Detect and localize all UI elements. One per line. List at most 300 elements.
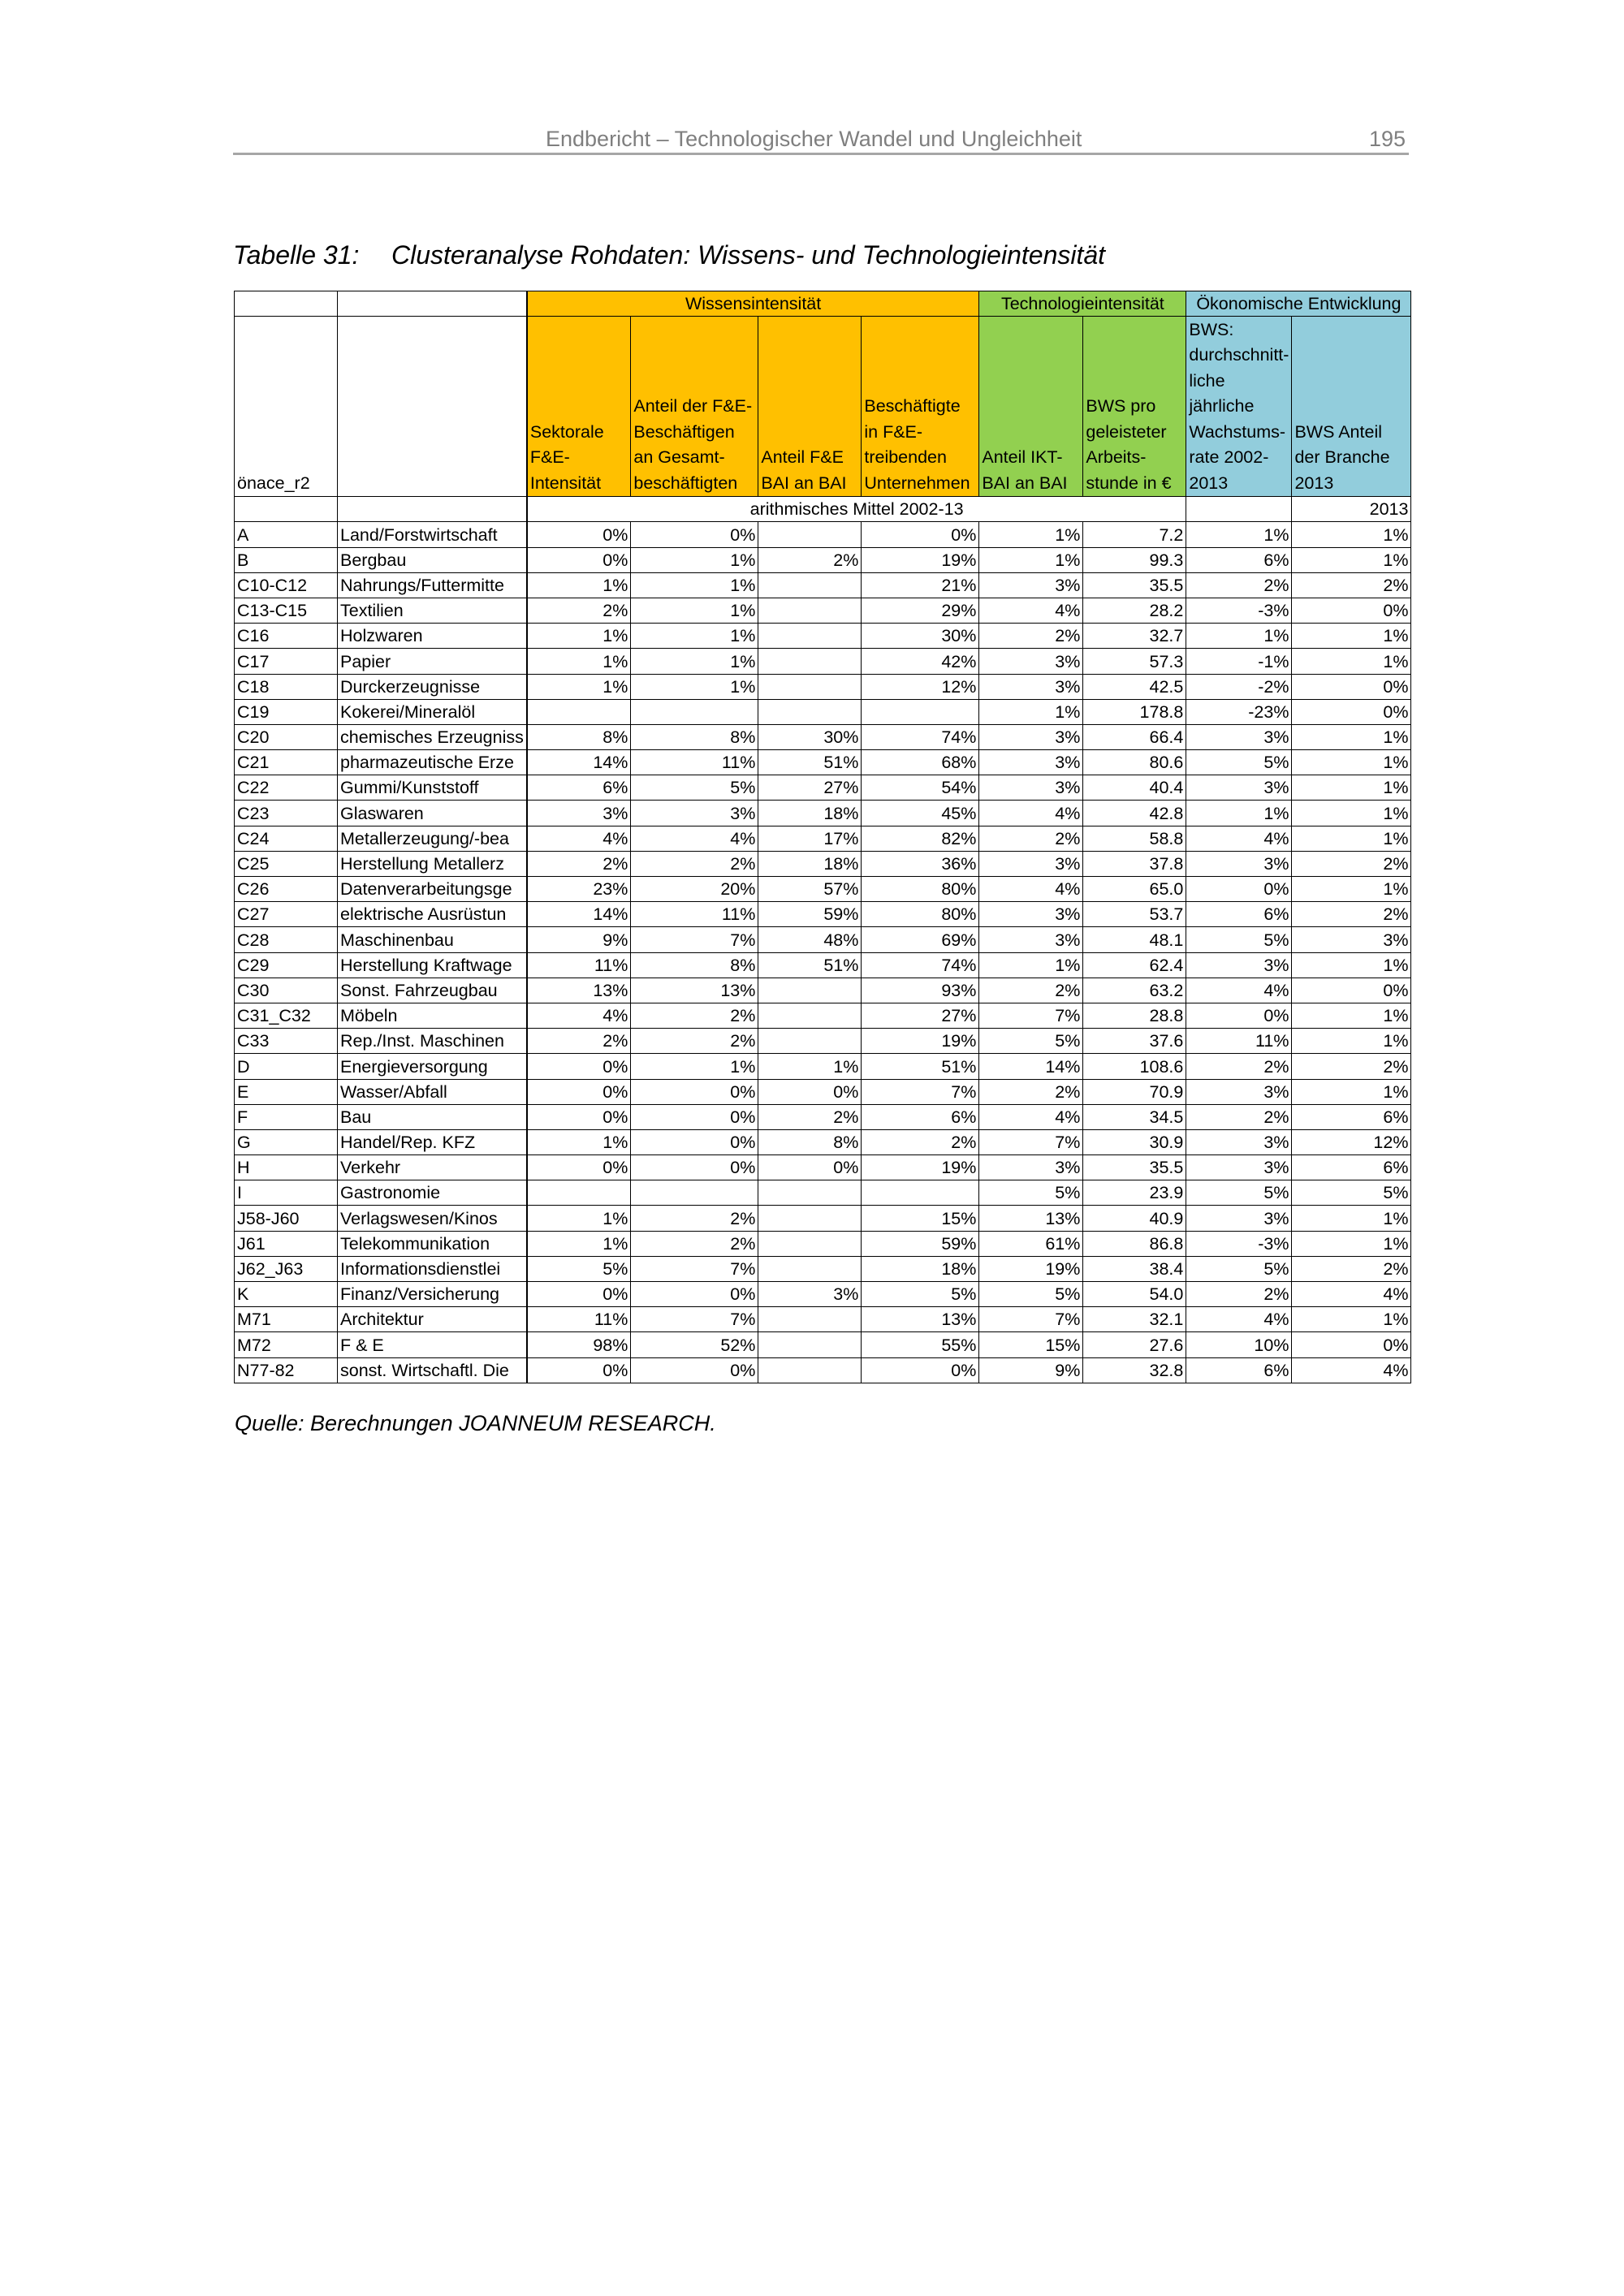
value-cell: [527, 1180, 631, 1206]
sector-name: Architektur: [338, 1307, 527, 1332]
table-row: [235, 877, 1411, 902]
value-cell: 37.6: [1083, 1029, 1186, 1054]
value-cell: [758, 522, 862, 547]
value-cell: 1%: [979, 522, 1083, 547]
value-cell: 2%: [979, 826, 1083, 851]
header-line: der Branche: [1294, 447, 1390, 468]
sector-code: C30: [235, 978, 338, 1003]
value-cell: 6%: [1186, 1357, 1292, 1383]
value-cell: [527, 699, 631, 724]
value-cell: 2%: [862, 1129, 979, 1154]
sector-code: C20: [235, 724, 338, 749]
sector-code: N77-82: [235, 1357, 338, 1383]
sector-name: Herstellung Metallerz: [338, 851, 527, 876]
header-line: rate 2002-: [1189, 447, 1269, 468]
value-cell: [758, 1003, 862, 1028]
sector-name: Land/Forstwirtschaft: [338, 522, 527, 547]
value-cell: 0%: [631, 522, 758, 547]
sector-name: Handel/Rep. KFZ: [338, 1129, 527, 1154]
sector-code: I: [235, 1180, 338, 1206]
sector-code: F: [235, 1104, 338, 1129]
value-cell: 7%: [631, 1256, 758, 1281]
sector-code: C33: [235, 1029, 338, 1054]
value-cell: 7%: [631, 1307, 758, 1332]
value-cell: 1%: [758, 1054, 862, 1079]
value-cell: 1%: [1186, 801, 1292, 826]
sector-name: Verkehr: [338, 1155, 527, 1180]
sector-name: Gummi/Kunststoff: [338, 775, 527, 801]
value-cell: 1%: [527, 572, 631, 598]
value-cell: [758, 572, 862, 598]
value-cell: 69%: [862, 927, 979, 952]
header-line: BWS:: [1189, 319, 1234, 339]
value-cell: 0%: [527, 1079, 631, 1104]
value-cell: 23%: [527, 877, 631, 902]
table-row: [235, 649, 1411, 674]
value-cell: 48.1: [1083, 927, 1186, 952]
sector-code: C31_C32: [235, 1003, 338, 1028]
sector-code: J62_J63: [235, 1256, 338, 1281]
value-cell: 27.6: [1083, 1332, 1186, 1357]
value-cell: 1%: [1292, 547, 1411, 572]
header-line: BAI an BAI: [761, 473, 847, 493]
value-cell: [758, 1231, 862, 1256]
value-cell: 40.9: [1083, 1206, 1186, 1231]
value-cell: 5%: [1292, 1180, 1411, 1206]
header-line: Sektorale: [529, 421, 604, 442]
value-cell: 10%: [1186, 1332, 1292, 1357]
sector-code: D: [235, 1054, 338, 1079]
value-cell: [758, 1029, 862, 1054]
table-row: [235, 1079, 1411, 1104]
header-title: Endbericht – Technologischer Wandel und Ungleichheit: [546, 127, 1082, 151]
value-cell: 1%: [1186, 624, 1292, 649]
header-line: Intensität: [529, 473, 602, 493]
sector-name: Holzwaren: [338, 624, 527, 649]
value-cell: 5%: [527, 1256, 631, 1281]
value-cell: 1%: [527, 674, 631, 699]
value-cell: 4%: [527, 1003, 631, 1028]
header-line: BWS pro: [1086, 396, 1156, 416]
sector-code: C16: [235, 624, 338, 649]
sector-name: Gastronomie: [338, 1180, 527, 1206]
sector-name: Metallerzeugung/-bea: [338, 826, 527, 851]
column-header-row: [235, 317, 1411, 497]
header-line: Beschäftigte: [864, 396, 961, 416]
group-oekon: Ökonomische Entwicklung: [1186, 291, 1411, 317]
value-cell: 3%: [527, 801, 631, 826]
value-cell: 3%: [1186, 724, 1292, 749]
caption-text: Clusteranalyse Rohdaten: Wissens- und Technologieintensität: [391, 240, 1106, 270]
table-row: [235, 724, 1411, 749]
value-cell: 5%: [1186, 1256, 1292, 1281]
table-row: [235, 522, 1411, 547]
value-cell: 8%: [631, 952, 758, 978]
value-cell: 13%: [862, 1307, 979, 1332]
value-cell: 1%: [631, 674, 758, 699]
page-number: 195: [1368, 127, 1406, 151]
sector-name: Maschinenbau: [338, 927, 527, 952]
header-line: Arbeits-: [1086, 447, 1147, 468]
mean-label-row: [235, 497, 1411, 522]
table-row: [235, 1003, 1411, 1028]
value-cell: 19%: [979, 1256, 1083, 1281]
value-cell: 3%: [1186, 851, 1292, 876]
col-header-sektorale: [527, 317, 631, 497]
value-cell: 29%: [862, 598, 979, 623]
value-cell: 58.8: [1083, 826, 1186, 851]
sector-name: Glaswaren: [338, 801, 527, 826]
value-cell: 18%: [862, 1256, 979, 1281]
value-cell: 0%: [758, 1155, 862, 1180]
value-cell: 6%: [1186, 902, 1292, 927]
cluster-data-table: [234, 291, 1411, 1383]
value-cell: 1%: [1292, 1029, 1411, 1054]
table-row: [235, 547, 1411, 572]
value-cell: 7%: [979, 1307, 1083, 1332]
group-header-row: [235, 291, 1411, 317]
value-cell: 0%: [862, 1357, 979, 1383]
value-cell: 3%: [1186, 1155, 1292, 1180]
value-cell: 1%: [1292, 522, 1411, 547]
value-cell: 2%: [1292, 572, 1411, 598]
sector-code: C10-C12: [235, 572, 338, 598]
value-cell: 1%: [1292, 952, 1411, 978]
value-cell: 2%: [527, 598, 631, 623]
sector-code: C17: [235, 649, 338, 674]
value-cell: 0%: [631, 1079, 758, 1104]
value-cell: 52%: [631, 1332, 758, 1357]
value-cell: 59%: [758, 902, 862, 927]
sector-code: C28: [235, 927, 338, 952]
value-cell: 0%: [527, 1282, 631, 1307]
sector-code: J58-J60: [235, 1206, 338, 1231]
sector-name: Textilien: [338, 598, 527, 623]
value-cell: 0%: [631, 1155, 758, 1180]
value-cell: 45%: [862, 801, 979, 826]
value-cell: 0%: [862, 522, 979, 547]
sector-code: M71: [235, 1307, 338, 1332]
value-cell: 61%: [979, 1231, 1083, 1256]
value-cell: 1%: [631, 624, 758, 649]
value-cell: 80%: [862, 877, 979, 902]
sector-name: F & E: [338, 1332, 527, 1357]
value-cell: 0%: [631, 1282, 758, 1307]
value-cell: 2%: [527, 851, 631, 876]
value-cell: 2%: [1186, 572, 1292, 598]
value-cell: 5%: [1186, 1180, 1292, 1206]
value-cell: 1%: [1292, 1206, 1411, 1231]
table-row: [235, 1357, 1411, 1383]
value-cell: 0%: [1292, 598, 1411, 623]
value-cell: 28.2: [1083, 598, 1186, 623]
value-cell: 1%: [631, 649, 758, 674]
value-cell: 5%: [1186, 750, 1292, 775]
value-cell: 80%: [862, 902, 979, 927]
header-line: in F&E-: [864, 421, 923, 442]
value-cell: 4%: [1292, 1357, 1411, 1383]
value-cell: 1%: [979, 547, 1083, 572]
value-cell: 0%: [527, 547, 631, 572]
header-line: Wachstums-: [1189, 421, 1286, 442]
value-cell: 19%: [862, 547, 979, 572]
value-cell: 7%: [979, 1129, 1083, 1154]
value-cell: 32.1: [1083, 1307, 1186, 1332]
value-cell: 1%: [1292, 877, 1411, 902]
value-cell: 11%: [527, 952, 631, 978]
table-row: [235, 927, 1411, 952]
value-cell: 2%: [1186, 1054, 1292, 1079]
value-cell: 7%: [862, 1079, 979, 1104]
value-cell: 1%: [1292, 1003, 1411, 1028]
value-cell: 59%: [862, 1231, 979, 1256]
table-row: [235, 1104, 1411, 1129]
header-line: 2013: [1294, 473, 1334, 493]
sector-name: chemisches Erzeugniss: [338, 724, 527, 749]
value-cell: [862, 1180, 979, 1206]
value-cell: [758, 1332, 862, 1357]
value-cell: 15%: [979, 1332, 1083, 1357]
value-cell: 2%: [979, 624, 1083, 649]
value-cell: 3%: [979, 572, 1083, 598]
table-row: [235, 952, 1411, 978]
value-cell: 18%: [758, 851, 862, 876]
header-line: Beschäftigen: [633, 421, 735, 442]
sector-name: Bau: [338, 1104, 527, 1129]
value-cell: 6%: [862, 1104, 979, 1129]
value-cell: 1%: [1186, 522, 1292, 547]
sector-name: Energieversorgung: [338, 1054, 527, 1079]
value-cell: 32.7: [1083, 624, 1186, 649]
value-cell: 6%: [527, 775, 631, 801]
value-cell: 48%: [758, 927, 862, 952]
value-cell: 18%: [758, 801, 862, 826]
header-line: durchschnitt-: [1189, 345, 1289, 365]
value-cell: 1%: [1292, 1079, 1411, 1104]
value-cell: [862, 699, 979, 724]
value-cell: 51%: [758, 750, 862, 775]
value-cell: 4%: [1186, 1307, 1292, 1332]
sector-name: Durckerzeugnisse: [338, 674, 527, 699]
col-header-name: [338, 317, 527, 497]
value-cell: 11%: [527, 1307, 631, 1332]
sector-name: sonst. Wirtschaftl. Die: [338, 1357, 527, 1383]
col-header-bws-wachstum: [1186, 317, 1292, 497]
value-cell: 62.4: [1083, 952, 1186, 978]
value-cell: 30%: [862, 624, 979, 649]
value-cell: 4%: [979, 801, 1083, 826]
header-line: stunde in €: [1086, 473, 1172, 493]
sector-name: Wasser/Abfall: [338, 1079, 527, 1104]
value-cell: 1%: [1292, 649, 1411, 674]
sector-name: Kokerei/Mineralöl: [338, 699, 527, 724]
value-cell: 4%: [979, 877, 1083, 902]
value-cell: 40.4: [1083, 775, 1186, 801]
value-cell: 30%: [758, 724, 862, 749]
value-cell: 28.8: [1083, 1003, 1186, 1028]
value-cell: [758, 674, 862, 699]
table-row: [235, 1054, 1411, 1079]
value-cell: 0%: [631, 1104, 758, 1129]
value-cell: 57.3: [1083, 649, 1186, 674]
value-cell: 1%: [527, 1231, 631, 1256]
value-cell: [758, 1256, 862, 1281]
value-cell: [758, 699, 862, 724]
value-cell: 34.5: [1083, 1104, 1186, 1129]
value-cell: 65.0: [1083, 877, 1186, 902]
value-cell: 30.9: [1083, 1129, 1186, 1154]
table-row: [235, 750, 1411, 775]
value-cell: 1%: [527, 649, 631, 674]
value-cell: 0%: [527, 1357, 631, 1383]
value-cell: 4%: [979, 598, 1083, 623]
sector-name: Herstellung Kraftwage: [338, 952, 527, 978]
sector-code: J61: [235, 1231, 338, 1256]
value-cell: 2%: [631, 851, 758, 876]
value-cell: 0%: [1292, 699, 1411, 724]
value-cell: 63.2: [1083, 978, 1186, 1003]
value-cell: 74%: [862, 724, 979, 749]
header-line: jährliche: [1189, 396, 1255, 416]
value-cell: 42.5: [1083, 674, 1186, 699]
value-cell: 42%: [862, 649, 979, 674]
sector-code: C13-C15: [235, 598, 338, 623]
value-cell: 11%: [1186, 1029, 1292, 1054]
table-caption: [233, 240, 1105, 270]
value-cell: 70.9: [1083, 1079, 1186, 1104]
value-cell: 0%: [1186, 1003, 1292, 1028]
value-cell: 19%: [862, 1155, 979, 1180]
value-cell: 1%: [527, 1206, 631, 1231]
value-cell: 13%: [979, 1206, 1083, 1231]
value-cell: [631, 1180, 758, 1206]
value-cell: 5%: [1186, 927, 1292, 952]
value-cell: 35.5: [1083, 1155, 1186, 1180]
value-cell: 4%: [631, 826, 758, 851]
value-cell: 3%: [979, 1155, 1083, 1180]
sector-name: Papier: [338, 649, 527, 674]
value-cell: 0%: [631, 1357, 758, 1383]
value-cell: 3%: [979, 927, 1083, 952]
value-cell: 2%: [758, 1104, 862, 1129]
year-label: 2013: [1292, 497, 1411, 522]
sector-code: G: [235, 1129, 338, 1154]
value-cell: 1%: [1292, 1307, 1411, 1332]
value-cell: 2%: [631, 1231, 758, 1256]
sector-code: K: [235, 1282, 338, 1307]
value-cell: [758, 978, 862, 1003]
value-cell: 1%: [527, 624, 631, 649]
sector-code: C24: [235, 826, 338, 851]
value-cell: [758, 1357, 862, 1383]
value-cell: 7%: [631, 927, 758, 952]
value-cell: 27%: [758, 775, 862, 801]
sector-code: C29: [235, 952, 338, 978]
table-row: [235, 1307, 1411, 1332]
value-cell: 1%: [527, 1129, 631, 1154]
value-cell: 74%: [862, 952, 979, 978]
sector-code: E: [235, 1079, 338, 1104]
value-cell: 1%: [1292, 801, 1411, 826]
value-cell: 54.0: [1083, 1282, 1186, 1307]
value-cell: 14%: [527, 902, 631, 927]
value-cell: 32.8: [1083, 1357, 1186, 1383]
sector-code: M72: [235, 1332, 338, 1357]
header-line: liche: [1189, 370, 1225, 391]
sector-code: C18: [235, 674, 338, 699]
value-cell: 3%: [979, 649, 1083, 674]
sector-name: Rep./Inst. Maschinen: [338, 1029, 527, 1054]
table-row: [235, 1129, 1411, 1154]
table-row: [235, 674, 1411, 699]
value-cell: 21%: [862, 572, 979, 598]
group-tech: Technologieintensität: [979, 291, 1186, 317]
value-cell: -23%: [1186, 699, 1292, 724]
value-cell: 0%: [1292, 674, 1411, 699]
header-line: BAI an BAI: [982, 473, 1068, 493]
col-header-beschaeftigte-fe: [862, 317, 979, 497]
sector-code: C26: [235, 877, 338, 902]
value-cell: 55%: [862, 1332, 979, 1357]
col-header-anteil-ikt: [979, 317, 1083, 497]
value-cell: 4%: [1186, 978, 1292, 1003]
table-row: [235, 1180, 1411, 1206]
table-row: [235, 624, 1411, 649]
value-cell: 66.4: [1083, 724, 1186, 749]
table-row: [235, 1282, 1411, 1307]
value-cell: 1%: [631, 598, 758, 623]
value-cell: 1%: [1292, 624, 1411, 649]
value-cell: 0%: [1186, 877, 1292, 902]
value-cell: 5%: [979, 1029, 1083, 1054]
value-cell: 82%: [862, 826, 979, 851]
value-cell: 108.6: [1083, 1054, 1186, 1079]
value-cell: 0%: [527, 522, 631, 547]
sector-name: Verlagswesen/Kinos: [338, 1206, 527, 1231]
value-cell: 2%: [758, 547, 862, 572]
header-line: treibenden: [864, 447, 947, 468]
value-cell: 2%: [1292, 851, 1411, 876]
value-cell: [631, 699, 758, 724]
value-cell: 3%: [1186, 1129, 1292, 1154]
sector-code: A: [235, 522, 338, 547]
value-cell: 51%: [862, 1054, 979, 1079]
value-cell: 13%: [631, 978, 758, 1003]
value-cell: 12%: [862, 674, 979, 699]
value-cell: 178.8: [1083, 699, 1186, 724]
value-cell: 3%: [979, 750, 1083, 775]
value-cell: 2%: [1292, 1256, 1411, 1281]
value-cell: 68%: [862, 750, 979, 775]
value-cell: 51%: [758, 952, 862, 978]
col-header-anteil-fe-bai: [758, 317, 862, 497]
value-cell: 3%: [758, 1282, 862, 1307]
value-cell: 1%: [1292, 775, 1411, 801]
value-cell: 0%: [758, 1079, 862, 1104]
table-row: [235, 978, 1411, 1003]
value-cell: 86.8: [1083, 1231, 1186, 1256]
col-header-code: önace_r2: [235, 317, 338, 497]
table-row: [235, 1206, 1411, 1231]
value-cell: 2%: [1292, 1054, 1411, 1079]
table-row: [235, 699, 1411, 724]
value-cell: 1%: [631, 1054, 758, 1079]
value-cell: 3%: [1186, 775, 1292, 801]
value-cell: 7%: [979, 1003, 1083, 1028]
value-cell: [758, 1307, 862, 1332]
value-cell: 13%: [527, 978, 631, 1003]
value-cell: [758, 1206, 862, 1231]
